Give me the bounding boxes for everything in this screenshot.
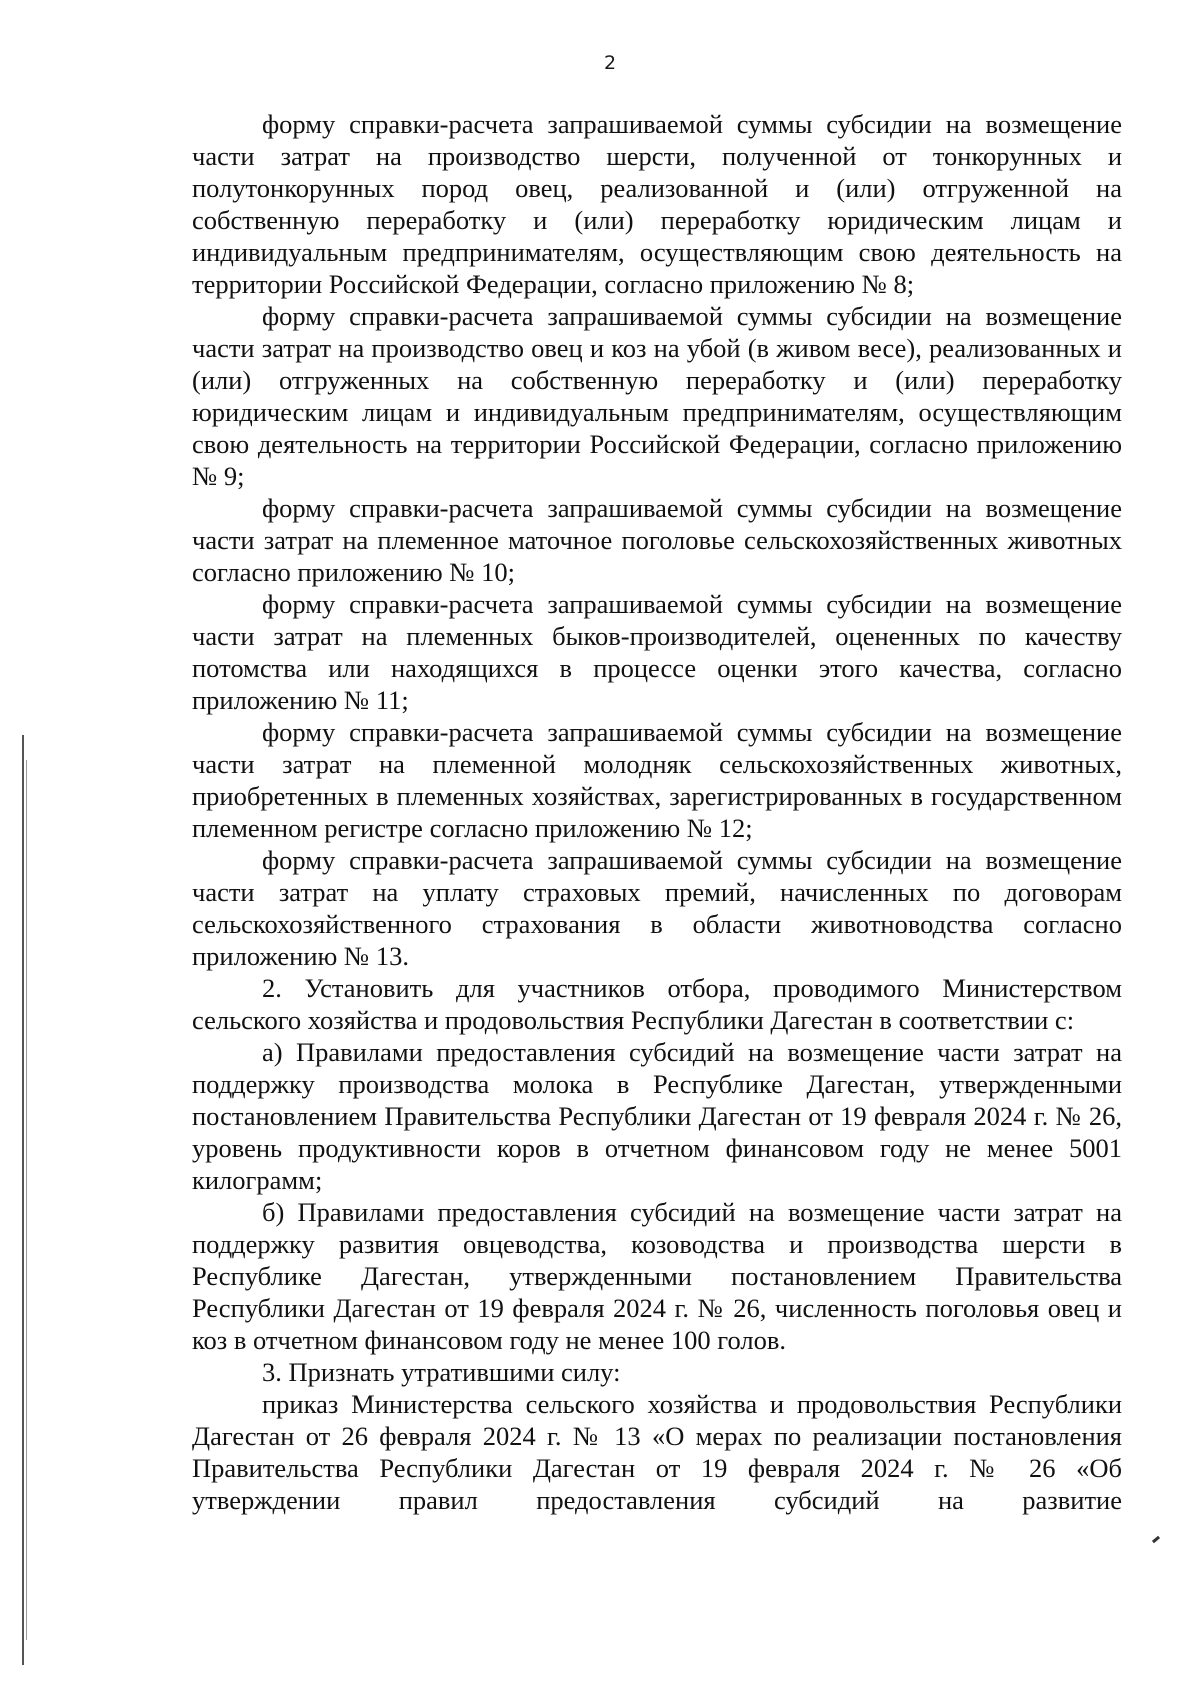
paragraph-form-10: форму справки-расчета запрашиваемой суммы субсидии на возмещение части затрат на племенное маточное поголовье сельскохозяйственных животных согласно приложению № 10;	[192, 493, 1122, 587]
scan-artifact-mark	[1152, 1536, 1160, 1543]
paragraph-form-12: форму справки-расчета запрашиваемой суммы субсидии на возмещение части затрат на племенной молодняк сельскохозяйственных животных, приобретенных в племенных хозяйствах, зарегистрированных в государственном племенном регистре согласно приложению № 12;	[192, 717, 1122, 843]
paragraph-form-8: форму справки-расчета запрашиваемой суммы субсидии на возмещение части затрат на производство шерсти, полученной от тонкорунных и полутонкорунных пород овец, реализованной и (или) отгруженной на собственную переработку и (или) переработку юридическим лицам и индивидуальным предпринимателям, осуществляющим свою деятельность на территории Российской Федерации, согласно приложению № 8;	[192, 109, 1122, 299]
scan-edge-line	[22, 735, 24, 1665]
paragraph-item-3: 3. Признать утратившими силу:	[262, 1357, 621, 1387]
scan-edge-line-secondary	[26, 760, 27, 1640]
paragraph-item-2a: а) Правилами предоставления субсидий на возмещение части затрат на поддержку производства молока в Республике Дагестан, утвержденными постановлением Правительства Республики Дагестан от 19 февраля 2024 г. № 26, уровень продуктивности коров в отчетном финансовом году не менее 5001 килограмм;	[192, 1037, 1122, 1195]
page-number: 2	[603, 52, 617, 74]
paragraph-form-9: форму справки-расчета запрашиваемой суммы субсидии на возмещение части затрат на производство овец и коз на убой (в живом весе), реализованных и (или) отгруженных на собственную переработку и (или) переработку юридическим лицам и индивидуальным предпринимателям, осуществляющим свою деятельность на территории Российской Федерации, согласно приложению № 9;	[192, 301, 1122, 491]
paragraph-order-repeal: приказ Министерства сельского хозяйства и продовольствия Республики Дагестан от 26 февраля 2024 г. № 13 «О мерах по реализации постановления Правительства Республики Дагестан от 19 февраля 2024 г. № 26 «Об утверждении правил предоставления субсидий на развитие	[192, 1389, 1122, 1515]
document-body	[192, 108, 1122, 1516]
paragraph-form-13: форму справки-расчета запрашиваемой суммы субсидии на возмещение части затрат на уплату страховых премий, начисленных по договорам сельскохозяйственного страхования в области животноводства согласно приложению № 13.	[192, 845, 1122, 971]
paragraph-item-2: 2. Установить для участников отбора, проводимого Министерством сельского хозяйства и продовольствия Республики Дагестан в соответствии с:	[192, 973, 1122, 1035]
paragraph-form-11: форму справки-расчета запрашиваемой суммы субсидии на возмещение части затрат на племенных быков-производителей, оцененных по качеству потомства или находящихся в процессе оценки этого качества, согласно приложению № 11;	[192, 589, 1122, 715]
paragraph-item-2b: б) Правилами предоставления субсидий на возмещение части затрат на поддержку развития овцеводства, козоводства и производства шерсти в Республике Дагестан, утвержденными постановлением Правительства Республики Дагестан от 19 февраля 2024 г. № 26, численность поголовья овец и коз в отчетном финансовом году не менее 100 голов.	[192, 1197, 1122, 1355]
